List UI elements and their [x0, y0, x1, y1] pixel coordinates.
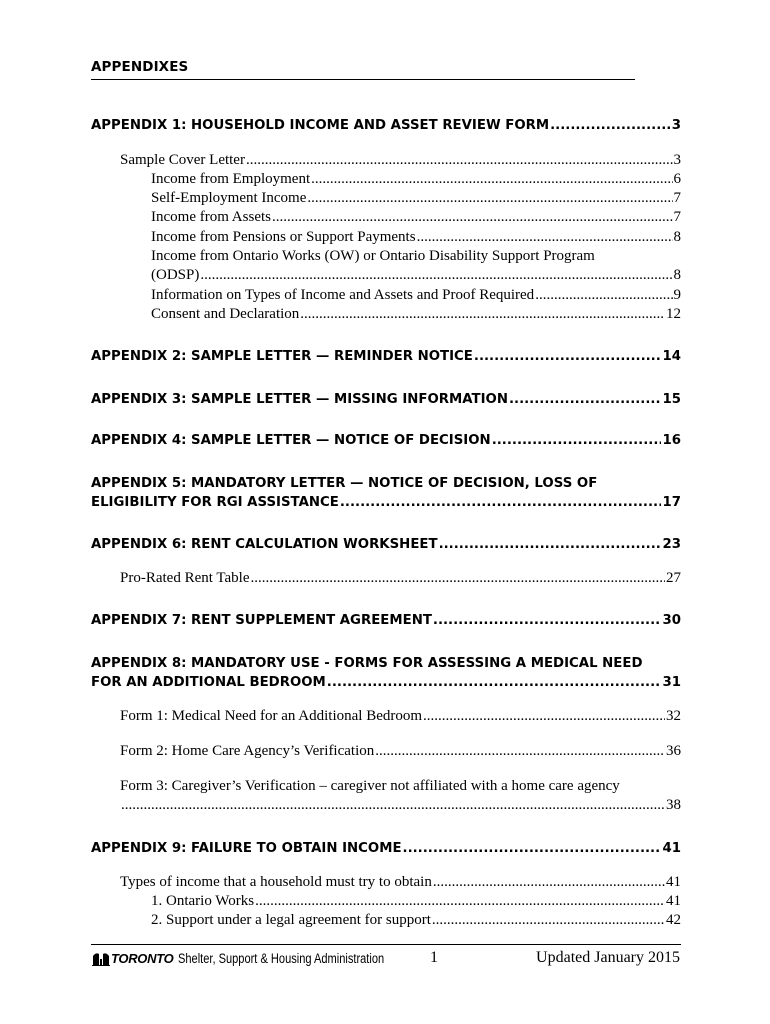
toc-entry-income-ow[interactable]	[151, 267, 681, 284]
toc-entry-appendix-8-line1[interactable]: APPENDIX 8: MANDATORY USE - FORMS FOR ASSESSING A MEDICAL NEED	[91, 656, 643, 671]
toc-entry-support-agreement[interactable]	[151, 912, 681, 929]
toc-label: Income from Employment	[151, 171, 311, 187]
toc-leader	[492, 433, 662, 448]
toc-leader	[433, 613, 662, 628]
toronto-city-hall-icon	[92, 950, 110, 966]
toc-leader	[423, 708, 665, 725]
toc-leader	[433, 874, 665, 891]
toc-leader	[474, 349, 662, 364]
toc-entry-appendix-3[interactable]	[91, 392, 681, 407]
footer-logo	[92, 950, 430, 966]
toc-page-number: 12	[666, 306, 681, 322]
toc-page-number: 3	[673, 152, 681, 168]
toc-label: ELIGIBILITY FOR RGI ASSISTANCE	[91, 495, 339, 510]
toc-entry-info-types[interactable]	[151, 287, 681, 304]
toc-page-number: 14	[662, 349, 681, 364]
toc-label: APPENDIX 7: RENT SUPPLEMENT AGREEMENT	[91, 613, 432, 628]
toc-entry-income-pensions[interactable]	[151, 229, 681, 246]
toc-entry-appendix-6[interactable]	[91, 537, 681, 552]
toc-page-number: 7	[673, 190, 681, 206]
toc-page-number: 17	[662, 495, 681, 510]
toc-entry-income-assets[interactable]	[151, 209, 681, 226]
toc-label: (ODSP)	[151, 267, 200, 283]
toc-page-number: 8	[673, 229, 681, 245]
toc-entry-appendix-8[interactable]	[91, 675, 681, 690]
toc-entry-form-2[interactable]	[120, 743, 681, 760]
toc-entry-form-3[interactable]	[120, 797, 681, 814]
footer-divider	[91, 944, 681, 945]
toc-page-number: 6	[673, 171, 681, 187]
toc-label: Types of income that a household must try to obtain	[120, 874, 432, 890]
toc-page-number: 8	[673, 267, 681, 283]
toc-page-number: 38	[666, 797, 681, 813]
toc-page-number: 32	[666, 708, 681, 724]
toc-leader	[311, 171, 672, 188]
toc-leader	[200, 267, 672, 284]
toc-page-number: 30	[662, 613, 681, 628]
toc-leader	[246, 152, 673, 169]
toc-label: Information on Types of Income and Assets and Proof Required	[151, 287, 535, 303]
toc-leader	[340, 495, 662, 510]
toc-label: APPENDIX 1: HOUSEHOLD INCOME AND ASSET REVIEW FORM	[91, 118, 550, 133]
toc-leader	[432, 912, 665, 929]
toc-page-number: 23	[662, 537, 681, 552]
title-block	[91, 58, 635, 80]
toc-label: FOR AN ADDITIONAL BEDROOM	[91, 675, 326, 690]
toc-entry-appendix-9[interactable]	[91, 841, 681, 856]
toc-page-number: 41	[666, 874, 681, 890]
toc-entry-appendix-2[interactable]	[91, 349, 681, 364]
toc-entry-appendix-4[interactable]	[91, 433, 681, 448]
toc-entry-appendix-5-line1[interactable]: APPENDIX 5: MANDATORY LETTER — NOTICE OF DECISION, LOSS OF	[91, 476, 598, 491]
logo-wordmark: TORONTO	[111, 950, 174, 966]
footer-updated-date: Updated January 2015	[536, 949, 680, 966]
toc-label: Sample Cover Letter	[120, 152, 245, 168]
toc-entry-self-employment[interactable]	[151, 190, 681, 207]
toc-leader	[375, 743, 665, 760]
toc-leader	[550, 118, 671, 133]
toc-entry-appendix-7[interactable]	[91, 613, 681, 628]
toc-entry-income-employment[interactable]	[151, 171, 681, 188]
toc-leader	[403, 841, 662, 856]
toc-entry-appendix-5[interactable]	[91, 495, 681, 510]
toc-entry-form-1[interactable]	[120, 708, 681, 725]
toc-label: Form 1: Medical Need for an Additional Bedroom	[120, 708, 423, 724]
toc-leader	[535, 287, 672, 304]
toc-label: APPENDIX 4: SAMPLE LETTER — NOTICE OF DECISION	[91, 433, 491, 448]
toc-entry-types-of-income[interactable]	[120, 874, 681, 891]
toc-page-number: 15	[662, 392, 681, 407]
toc-page-number: 41	[662, 841, 681, 856]
toc-page-number: 16	[662, 433, 681, 448]
page-title: APPENDIXES	[91, 59, 189, 75]
toc-entry-sample-cover-letter[interactable]	[120, 152, 681, 169]
toc-leader	[121, 797, 665, 814]
toc-entry-consent[interactable]	[151, 306, 681, 323]
toc-label: Consent and Declaration	[151, 306, 300, 322]
toc-page-number: 9	[673, 287, 681, 303]
toc-leader	[417, 229, 673, 246]
toc-leader	[300, 306, 665, 323]
toc-entry-form-3-line1[interactable]: Form 3: Caregiver’s Verification – caregiver not affiliated with a home care agency	[120, 778, 620, 794]
toc-leader	[509, 392, 662, 407]
toc-page-number: 3	[671, 118, 681, 133]
toc-label: Pro-Rated Rent Table	[120, 570, 250, 586]
toc-entry-prorated-rent[interactable]	[120, 570, 681, 587]
toc-leader	[327, 675, 662, 690]
toc-page-number: 7	[673, 209, 681, 225]
toc-leader	[272, 209, 673, 226]
footer-page-number: 1	[430, 949, 438, 966]
toc-leader	[307, 190, 672, 207]
toc-label: APPENDIX 9: FAILURE TO OBTAIN INCOME	[91, 841, 402, 856]
toc-entry-ontario-works[interactable]	[151, 893, 681, 910]
toc-page-number: 42	[666, 912, 681, 928]
toc-page-number: 31	[662, 675, 681, 690]
toc-label: 1. Ontario Works	[151, 893, 255, 909]
toc-entry-appendix-1[interactable]	[91, 118, 681, 133]
toc-label: APPENDIX 3: SAMPLE LETTER — MISSING INFORMATION	[91, 392, 508, 407]
toc-leader	[255, 893, 665, 910]
toc-page-number: 36	[666, 743, 681, 759]
toc-label: 2. Support under a legal agreement for support	[151, 912, 431, 928]
footer-organization: Shelter, Support & Housing Administration	[178, 950, 385, 966]
toc-label: APPENDIX 6: RENT CALCULATION WORKSHEET	[91, 537, 438, 552]
toc-page-number: 27	[666, 570, 681, 586]
toc-leader	[439, 537, 662, 552]
toc-label: Form 2: Home Care Agency’s Verification	[120, 743, 375, 759]
toc-leader	[250, 570, 665, 587]
toc-page-number: 41	[666, 893, 681, 909]
toc-label: Income from Pensions or Support Payments	[151, 229, 416, 245]
toc-label: Self-Employment Income	[151, 190, 307, 206]
toc-label: Income from Assets	[151, 209, 271, 225]
toc-label: APPENDIX 2: SAMPLE LETTER — REMINDER NOTICE	[91, 349, 473, 364]
toc-entry-income-ow-line1[interactable]: Income from Ontario Works (OW) or Ontario Disability Support Program	[151, 248, 595, 264]
